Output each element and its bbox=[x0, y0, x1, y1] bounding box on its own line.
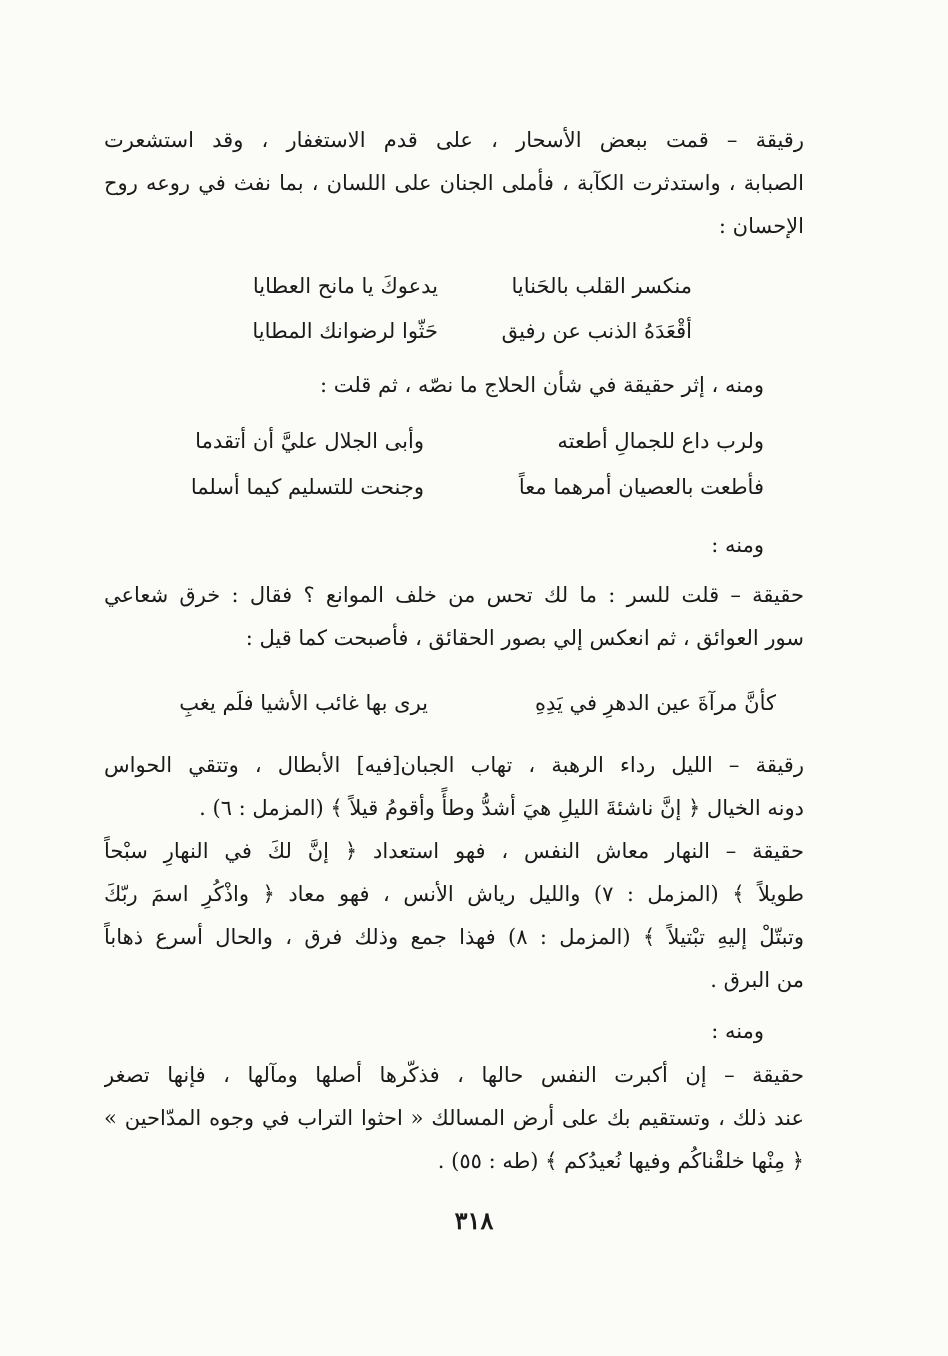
paragraph-line: حقيقة – النهار معاش النفس ، فهو استعداد ﴿ إنَّ لكَ في النهارِ سبْحاً bbox=[104, 839, 804, 863]
paragraph-line: عند ذلك ، وتستقيم بك على أرض المسالك « احثوا التراب في وجوه المدّاحين » bbox=[104, 1106, 804, 1130]
paragraph-line: سور العوائق ، ثم انعكس إلي بصور الحقائق ، فأصبحت كما قيل : bbox=[245, 626, 804, 650]
paragraph-line: من البرق . bbox=[710, 968, 804, 992]
verse-hemistich-right: أقْعَدَهُ الذنب عن رفيق bbox=[501, 319, 692, 343]
paragraph-3 bbox=[104, 574, 804, 660]
paragraph-line: ﴿ مِنْها خلقْناكُم وفيها نُعيدُكم ﴾ (طه : ٥٥) . bbox=[437, 1149, 804, 1173]
verse-hemistich-left: وأبى الجلال عليَّ أن أتقدما bbox=[195, 429, 424, 453]
paragraph-line: حقيقة – إن أكبرت النفس حالها ، فذكّرها أصلها ومآلها ، فإنها تصغر bbox=[104, 1063, 804, 1087]
paragraph-line: الصبابة ، واستدثرت الكآبة ، فأملى الجنان على اللسان ، بما نفث في روعه روح bbox=[104, 171, 804, 195]
intro-text: ومنه : bbox=[711, 1019, 764, 1043]
verse-hemistich-right: ولرب داع للجمالِ أطعته bbox=[557, 429, 764, 453]
verse-hemistich-right: فأطعت بالعصيان أمرهما معاً bbox=[518, 475, 764, 499]
paragraph-line: رقيقة – الليل رداء الرهبة ، تهاب الجبان[فيه] الأبطال ، وتتقي الحواس bbox=[104, 753, 804, 777]
paragraph-line: الإحسان : bbox=[718, 214, 804, 238]
paragraph-1 bbox=[104, 119, 804, 248]
verse-hemistich-left: حَثّوا لرضوانك المطايا bbox=[252, 319, 438, 343]
intro-line bbox=[104, 364, 764, 407]
intro-line bbox=[104, 524, 764, 567]
paragraph-4 bbox=[104, 744, 804, 830]
page-number: ٣١٨ bbox=[454, 1206, 494, 1235]
verse-hemistich-left: يدعوكَ يا مانح العطايا bbox=[252, 274, 438, 298]
paragraph-line: دونه الخيال ﴿ إنَّ ناشئةَ الليلِ هيَ أشدُّ وطأً وأقومُ قيلاً ﴾ (المزمل : ٦) . bbox=[199, 796, 804, 820]
paragraph-5 bbox=[104, 830, 804, 1002]
verse-hemistich-right: كأنَّ مرآةَ عين الدهرِ في يَدِهِ bbox=[534, 691, 776, 715]
intro-line bbox=[104, 1010, 764, 1053]
paragraph-line: رقيقة – قمت ببعض الأسحار ، على قدم الاستغفار ، وقد استشعرت bbox=[104, 128, 804, 152]
paragraph-6 bbox=[104, 1054, 804, 1183]
intro-text: ومنه : bbox=[711, 533, 764, 557]
verse-hemistich-right: منكسر القلب بالحَنايا bbox=[511, 274, 692, 298]
paragraph-line: طويلاً ﴾ (المزمل : ٧) والليل رياش الأنس ، فهو معاد ﴿ واذْكُرِ اسمَ ربّكَ bbox=[104, 882, 804, 906]
paragraph-line: وتبتّلْ إليهِ تبْتيلاً ﴾ (المزمل : ٨) فهذا جمع وذلك فرق ، والحال أسرع ذهاباً bbox=[104, 925, 804, 949]
paragraph-line: حقيقة – قلت للسر : ما لك تحس من خلف الموانع ؟ فقال : خرق شعاعي bbox=[104, 583, 804, 607]
intro-text: ومنه ، إثر حقيقة في شأن الحلاج ما نصّه ، ثم قلت : bbox=[319, 373, 764, 397]
verse-hemistich-left: وجنحت للتسليم كيما أسلما bbox=[190, 475, 424, 499]
verse-hemistich-left: يرى بها غائب الأشيا فلَم يغبِ bbox=[179, 691, 428, 715]
